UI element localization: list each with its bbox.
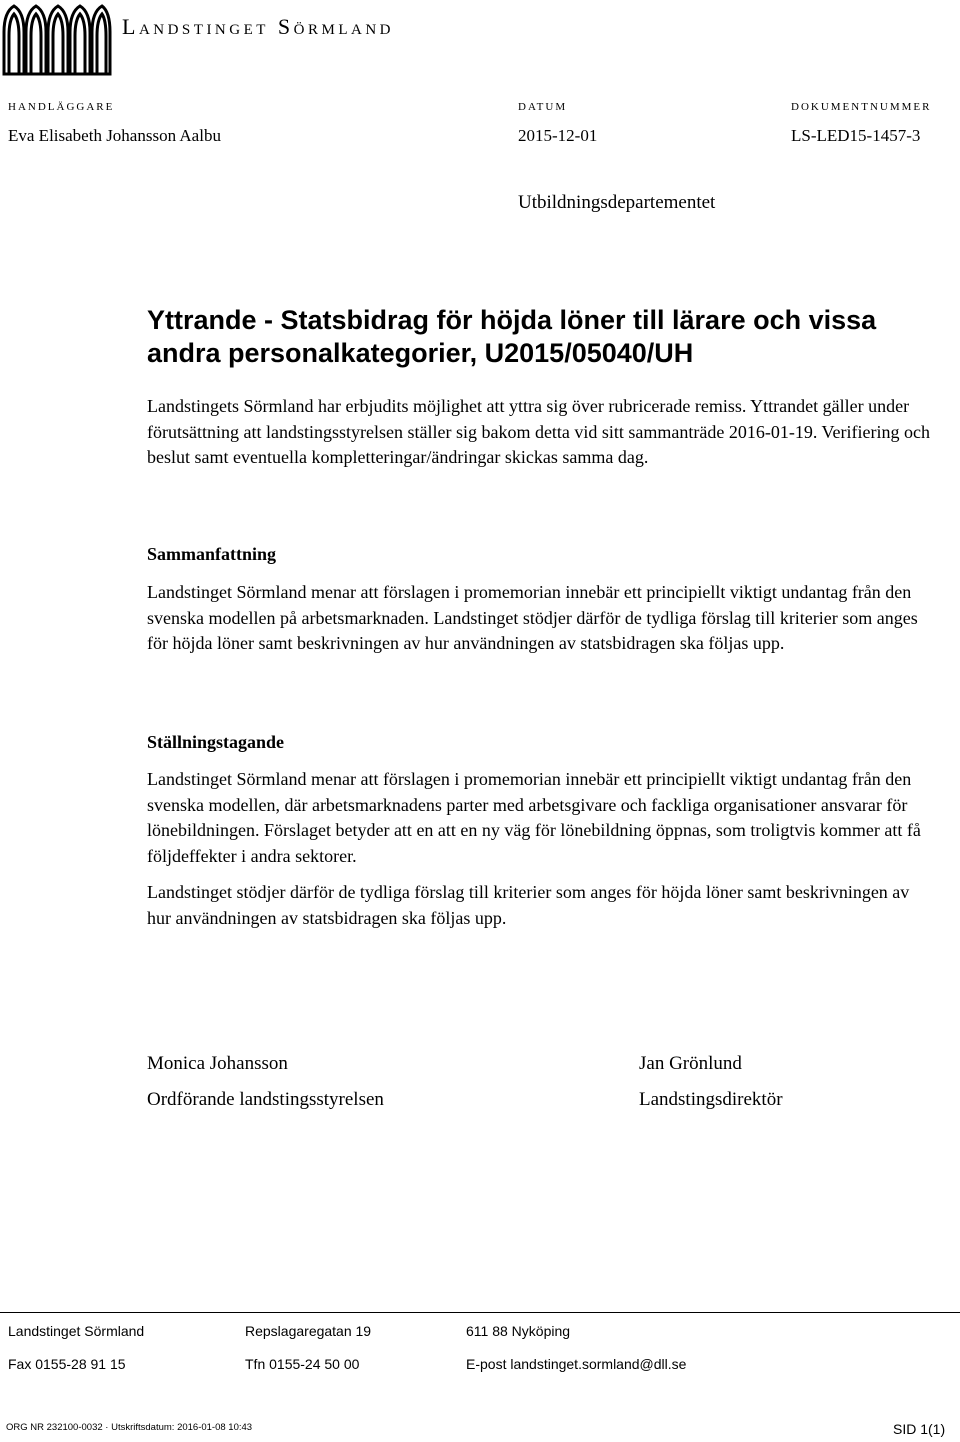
footer-fax: Fax 0155-28 91 15 — [8, 1356, 126, 1372]
docnum-label: DOKUMENTNUMMER — [791, 101, 932, 113]
footer-org: Landstinget Sörmland — [8, 1323, 145, 1339]
page-number: SID 1(1) — [893, 1421, 946, 1437]
date-value: 2015-12-01 — [518, 126, 598, 145]
date-label: DATUM — [518, 101, 568, 113]
document-title: Yttrande - Statsbidrag för höjda löner till lärare och vissa andra personalkategorier, U2015/05040/UH — [147, 305, 877, 368]
footer-street: Repslagaregatan 19 — [245, 1323, 372, 1339]
footer-city: 611 88 Nyköping — [466, 1323, 571, 1339]
position-paragraph-2: Landstinget stödjer därför de tydliga förslag till kriterier som anges för höjda löner samt beskrivningen av hur användningen av statsbidragen ska följas upp. — [147, 882, 910, 928]
footer-email: E-post landstinget.sormland@dll.se — [466, 1356, 687, 1372]
summary-paragraph: Landstinget Sörmland menar att förslagen i promemorian innebär ett principiellt viktigt undantag från den svenska modellen på arbetsmarknaden. Landstinget stödjer därför de tydliga förslag till kriterier som anges för höjda löner samt beskrivningen av hur användningen av statsbidragen ska följas upp. — [147, 582, 918, 653]
handler-label: HANDLÄGGARE — [8, 101, 115, 113]
org-name: Landstinget Sörmland — [122, 14, 394, 39]
signatory-left-role: Ordförande landstingsstyrelsen — [147, 1089, 384, 1110]
signatory-right-role: Landstingsdirektör — [639, 1089, 783, 1110]
landstinget-logo — [0, 2, 112, 78]
recipient: Utbildningsdepartementet — [518, 192, 716, 213]
footer-divider — [0, 1312, 960, 1313]
handler-value: Eva Elisabeth Johansson Aalbu — [8, 126, 221, 145]
position-heading: Ställningstagande — [147, 732, 285, 752]
signatory-left-name: Monica Johansson — [147, 1053, 288, 1074]
position-paragraph-1: Landstinget Sörmland menar att förslagen i promemorian innebär ett principiellt viktigt undantag från den svenska modellen, där arbetsmarknadens parter med arbetsgivare och fackliga organisationer ansvarar för lönebildningen. Förslaget betyder att en att en ny väg för lönebildning öppnas, som troligtvis kommer att få följdeffekter i andra sektorer. — [147, 769, 921, 866]
summary-heading: Sammanfattning — [147, 544, 277, 564]
print-info: ORG NR 232100-0032 · Utskriftsdatum: 2016-01-08 10:43 — [6, 1422, 253, 1433]
footer-phone: Tfn 0155-24 50 00 — [245, 1356, 360, 1372]
signatory-right-name: Jan Grönlund — [639, 1053, 742, 1074]
docnum-value: LS-LED15-1457-3 — [791, 126, 921, 145]
intro-paragraph: Landstingets Sörmland har erbjudits möjlighet att yttra sig över rubricerade remiss. Yttrandet gäller under förutsättning att landstingsstyrelsen ställer sig bakom detta vid sitt sammanträde 2016-01-19. Verifiering och beslut samt eventuella kompletteringar/ändringar skickas samma dag. — [147, 396, 931, 467]
